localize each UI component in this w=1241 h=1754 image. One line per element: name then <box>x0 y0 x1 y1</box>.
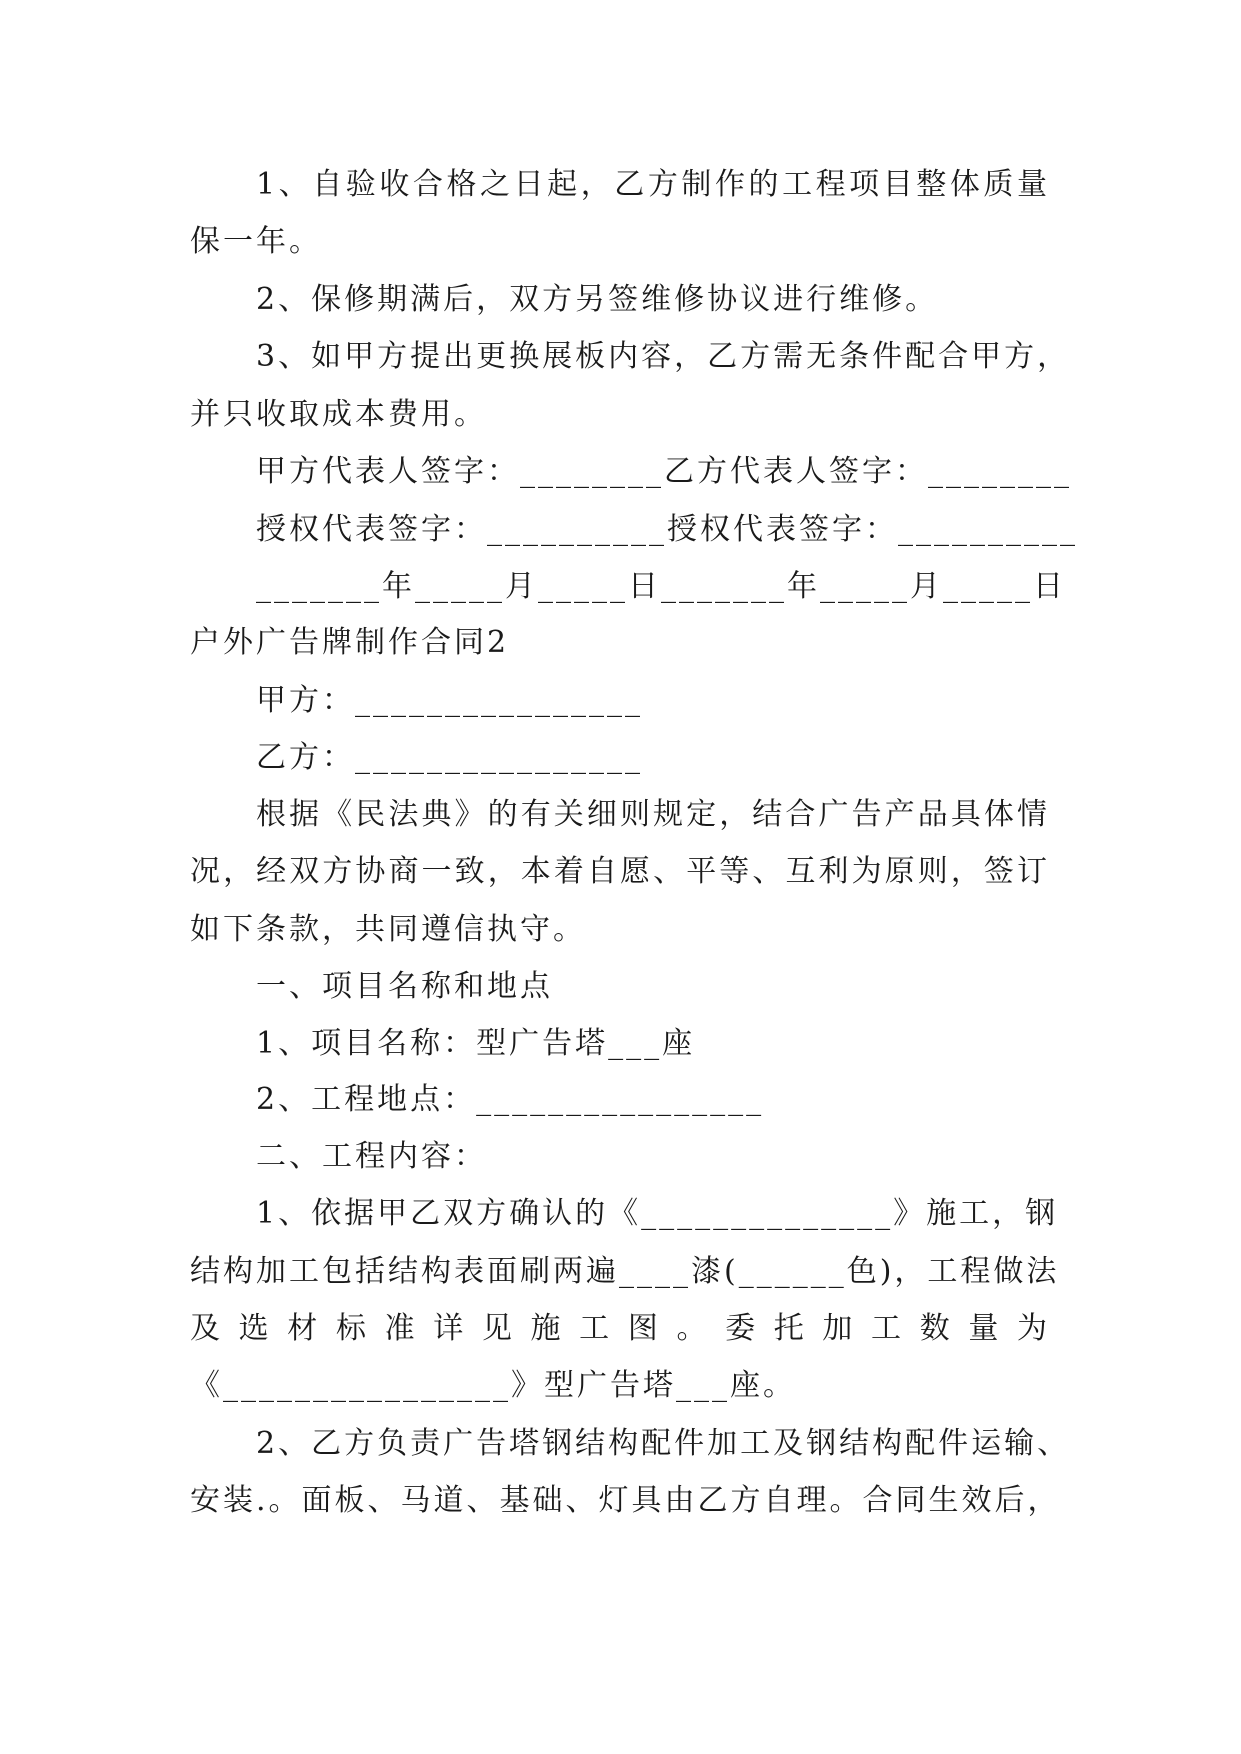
paragraph-warranty-2: 2、保修期满后，双方另签维修协议进行维修。 <box>256 282 939 317</box>
representative-signature-line: 甲方代表人签字：________乙方代表人签字：________ <box>256 454 1072 489</box>
preamble-paragraph: 根据《民法典》的有关细则规定，结合广告产品具体情 <box>256 797 1050 832</box>
paragraph-warranty-1-cont: 保一年。 <box>190 224 322 259</box>
authorized-signature-line: 授权代表签字：__________授权代表签字：__________ <box>256 512 1078 547</box>
party-b-line: 乙方：________________ <box>256 740 643 775</box>
project-location-line: 2、工程地点：________________ <box>256 1082 765 1117</box>
paragraph-warranty-3-cont: 并只收取成本费用。 <box>190 397 487 432</box>
preamble-paragraph-cont: 况，经双方协商一致，本着自愿、平等、互利为原则，签订 <box>190 854 1050 889</box>
content-item-2: 2、乙方负责广告塔钢结构配件加工及钢结构配件运输、 <box>256 1426 1071 1461</box>
preamble-paragraph-end: 如下条款，共同遵信执守。 <box>190 912 586 947</box>
project-name-line: 1、项目名称：型广告塔___座 <box>256 1026 696 1061</box>
content-item-1-cont: 结构加工包括结构表面刷两遍____漆(______色)，工程做法 <box>190 1254 1060 1289</box>
section-heading-2: 二、工程内容： <box>256 1139 487 1174</box>
section-heading-1: 一、项目名称和地点 <box>256 969 553 1004</box>
date-line: _______年_____月_____日_______年_____月_____日 <box>256 569 1066 604</box>
content-item-2-cont: 安装.。面板、马道、基础、灯具由乙方自理。合同生效后， <box>190 1483 1061 1518</box>
party-a-line: 甲方：________________ <box>256 683 643 718</box>
contract-title: 户外广告牌制作合同2 <box>190 625 510 660</box>
content-item-1-cont-2: 及选材标准详见施工图。委托加工数量为 <box>190 1311 1050 1346</box>
paragraph-warranty-1: 1、自验收合格之日起，乙方制作的工程项目整体质量 <box>256 167 1050 202</box>
content-item-1-end: 《________________》型广告塔___座。 <box>190 1368 796 1403</box>
paragraph-warranty-3: 3、如甲方提出更换展板内容，乙方需无条件配合甲方， <box>256 339 1071 374</box>
content-item-1: 1、依据甲乙双方确认的《______________》施工，钢 <box>256 1196 1059 1231</box>
